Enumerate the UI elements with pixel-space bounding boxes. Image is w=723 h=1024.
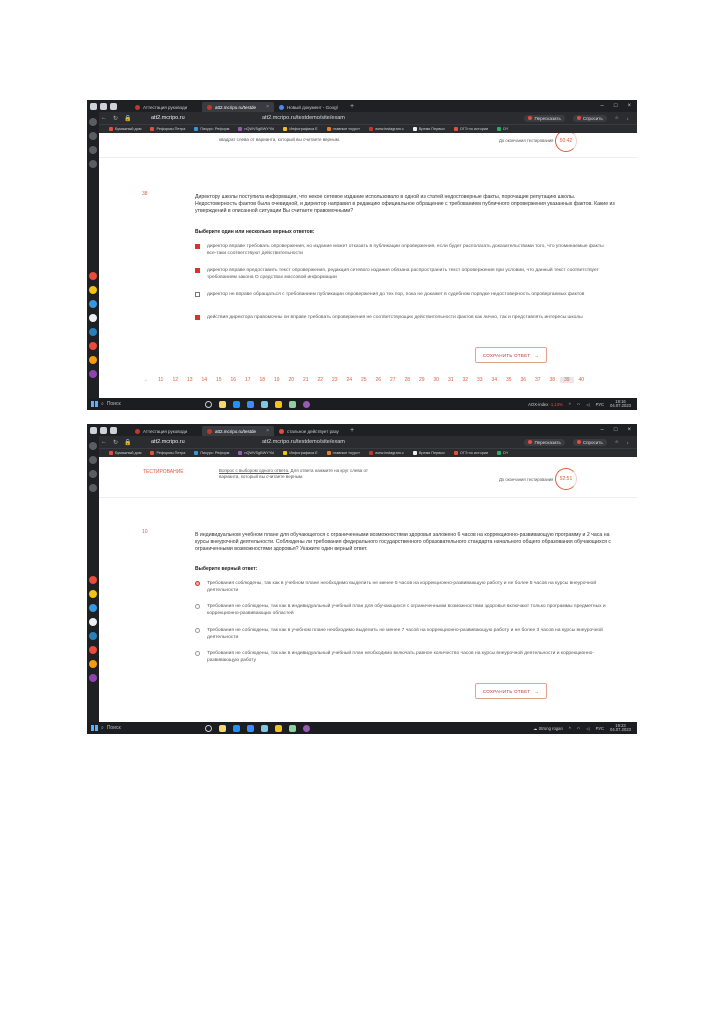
sidebar-app-icon[interactable] (89, 660, 97, 668)
back-icon[interactable]: ← (101, 114, 107, 121)
bookmark-icon (413, 127, 417, 131)
answer-option[interactable]: Требования не соблюдены, так как в учебном плане необходимо выделить не менее 7 часов на коррекционно-развивающую работу и не более 3 часов на курсы внеурочной деятельности (195, 627, 611, 641)
bookmark-item[interactable]: главные «курс» (327, 127, 360, 131)
question-text: Директору школы поступила информация, что некое сетевое издание использовало в одной из статей недостоверные факты, порочащие репутацию школы. Недостоверность фактов была очевидной, и директор направил в редакцию официальное обращение с требованием публичного опровержения указанных фактов. Какие из утверждений в описанной ситуации Вы считаете правомочными? (195, 194, 615, 214)
bookmarks-bar (87, 124, 637, 133)
bookmark-icon (369, 451, 373, 455)
pager-page-27[interactable]: 27 (389, 377, 396, 383)
sidebar-app-icon[interactable] (89, 590, 97, 598)
sidebar-notes-icon[interactable] (89, 484, 97, 492)
sidebar-app-icon[interactable] (89, 618, 97, 626)
sidebar-app-icon[interactable] (89, 272, 97, 280)
sidebar-app-icon[interactable] (89, 604, 97, 612)
question-number: 10 (142, 529, 148, 535)
close-tab-icon[interactable]: × (266, 428, 269, 434)
arrow-right-icon: → (534, 352, 540, 358)
answer-option[interactable]: директор вправе требовать опровержения, но издание может отказать в публикации опровержения, если будет располагать доказательствами того, что упоминаемые факты все-таки соответствуют действительности (195, 243, 611, 257)
maximize-icon[interactable]: □ (613, 427, 618, 433)
new-tab-button[interactable]: + (350, 426, 355, 434)
clock[interactable]: 19:23 04.07.2023 (610, 722, 631, 732)
answer-instruction: Выберите верный ответ: (195, 566, 258, 572)
sidebar-app-icon[interactable] (89, 300, 97, 308)
url-field[interactable]: att2.mcripo.ru (151, 115, 185, 121)
radio-button[interactable] (195, 628, 200, 633)
ask-button[interactable]: Спросить (573, 439, 607, 446)
bookmark-icon[interactable]: ☆ (614, 115, 619, 120)
download-icon[interactable]: ↓ (626, 439, 629, 445)
bookmark-icon (497, 127, 501, 131)
radio-button[interactable] (195, 604, 200, 609)
divider (99, 497, 637, 498)
tab-attestation[interactable]: Аттестация руководи (130, 102, 202, 112)
translate-icon (528, 116, 532, 120)
translate-icon (528, 440, 532, 444)
pager-page-12[interactable]: 12 (172, 377, 179, 383)
search-favicon-icon (279, 429, 284, 434)
timer-label: До окончания тестирования (499, 138, 554, 143)
tray-widget[interactable]: AOX-index -1,13% (528, 401, 563, 407)
yandex-browser-icon[interactable] (303, 725, 310, 732)
explorer-icon[interactable] (219, 401, 226, 408)
pager-page-30[interactable]: 30 (433, 377, 440, 383)
edge-icon[interactable] (233, 725, 240, 732)
tab-exam[interactable]: att2.mcripo.ru/testde × (202, 426, 274, 436)
sidebar-app-icon[interactable] (89, 328, 97, 336)
edge-icon[interactable] (233, 401, 240, 408)
wifi-icon[interactable]: ◠ (576, 725, 581, 731)
bookmark-item[interactable]: www.instagram.c (369, 451, 404, 455)
url-field[interactable]: att2.mcripo.ru (151, 439, 185, 445)
browser-actions (524, 439, 637, 446)
sidebar-app-icon[interactable] (89, 314, 97, 322)
screenshot-2 (87, 424, 637, 734)
bookmarks-bar (87, 448, 637, 457)
pager-page-28[interactable]: 28 (404, 377, 411, 383)
browser-tab-bar (87, 424, 637, 436)
pager-page-13[interactable]: 13 (186, 377, 193, 383)
bookmark-icon (497, 451, 501, 455)
pager-page-15[interactable]: 15 (215, 377, 222, 383)
pager-page-35[interactable]: 35 (505, 377, 512, 383)
address-bar (87, 436, 637, 448)
profile-icon[interactable] (90, 427, 97, 434)
clock[interactable]: 19:16 04.07.2023 (610, 398, 631, 408)
sidebar-downloads-icon[interactable] (89, 146, 97, 154)
bookmark-item[interactable]: nQWVSgBWYYkI (238, 127, 274, 131)
bookmark-icon (238, 451, 242, 455)
pager-page-38[interactable]: 38 (549, 377, 556, 383)
translate-button[interactable]: Пересказать (524, 439, 564, 446)
pager-page-39[interactable]: 39 (560, 377, 575, 383)
yandex-browser-icon[interactable] (303, 401, 310, 408)
bookmark-item[interactable]: Пикурс: Реформ (194, 451, 229, 455)
sidebar-downloads-icon[interactable] (89, 470, 97, 478)
bookmark-item[interactable]: ОГЭ по истории (454, 451, 488, 455)
pager-page-22[interactable]: 22 (317, 377, 324, 383)
bookmark-item[interactable]: Инфографика E (283, 127, 317, 131)
answer-instruction: Выберите один или несколько верных ответов: (195, 229, 315, 235)
question-pager (139, 377, 589, 383)
bookmark-icon (150, 451, 154, 455)
answer-option[interactable]: Требования не соблюдены, так как в индивидуальный учебный план необходимо включать равное количество часов на курсы внеурочной деятельности и коррекционно-развивающую работу (195, 650, 611, 664)
browser-actions (524, 115, 637, 122)
ask-icon (577, 116, 581, 120)
bookmark-item[interactable]: nQWVSgBWYYkI (238, 451, 274, 455)
brand-label: ТЕСТИРОВАНИЕ (143, 469, 184, 475)
browser-tab-bar (87, 100, 637, 112)
lock-icon: 🔒 (124, 439, 132, 446)
translate-button[interactable]: Пересказать (524, 115, 564, 122)
taskbar-apps (205, 401, 310, 408)
close-tab-icon[interactable]: × (266, 104, 269, 110)
bookmark-item[interactable]: Бумажный дом (109, 451, 141, 455)
wifi-icon[interactable]: ◠ (576, 401, 581, 407)
bookmark-icon[interactable]: ☆ (614, 439, 619, 444)
site-favicon-icon (207, 105, 212, 110)
sidebar-app-icon[interactable] (89, 370, 97, 378)
sidebar-app-icon[interactable] (89, 674, 97, 682)
app-icon[interactable] (275, 725, 282, 732)
bookmark-icon (194, 451, 198, 455)
sidebar-app-icon[interactable] (89, 632, 97, 640)
windows-start-icon[interactable] (91, 401, 97, 407)
search-icon: ⌕ (101, 725, 104, 731)
task-view-icon[interactable] (205, 401, 212, 408)
bookmark-icon (109, 451, 113, 455)
bookmark-icon (454, 451, 458, 455)
search-icon: ⌕ (101, 401, 104, 407)
docs-favicon-icon (279, 105, 284, 110)
tray-chevron-icon[interactable]: ^ (568, 401, 571, 407)
bookmark-icon (109, 127, 113, 131)
save-answer-button[interactable]: СОХРАНИТЬ ОТВЕТ → (475, 683, 547, 699)
tabs-icon[interactable] (110, 427, 117, 434)
volume-icon[interactable]: ◁ (586, 725, 590, 731)
pager-page-18[interactable]: 18 (259, 377, 266, 383)
explorer-icon[interactable] (219, 725, 226, 732)
sidebar-app-icon[interactable] (89, 576, 97, 584)
windows-taskbar (87, 398, 637, 410)
site-favicon-icon (135, 429, 140, 434)
pager-page-36[interactable]: 36 (520, 377, 527, 383)
ask-icon (577, 440, 581, 444)
bookmark-item[interactable]: Пикурс: Реформ (194, 127, 229, 131)
windows-start-icon[interactable] (91, 725, 97, 731)
divider (99, 157, 637, 158)
new-tab-button[interactable]: + (350, 102, 355, 110)
timer: 50:42 (555, 133, 577, 152)
radio-button[interactable] (195, 581, 200, 586)
bookmark-item[interactable]: Реформы Петра (150, 127, 185, 131)
site-favicon-icon (207, 429, 212, 434)
timer: 52:51 (555, 468, 577, 490)
pager-page-40[interactable]: 40 (578, 377, 585, 383)
question-hint: квадрат слева от варианта, который вы считаете верным. (219, 137, 341, 142)
browser-sidebar (87, 436, 99, 722)
download-icon[interactable]: ↓ (626, 115, 629, 121)
taskbar-search[interactable]: ⌕ Поиск (101, 725, 121, 731)
bookmark-item[interactable]: ОГЭ по истории (454, 127, 488, 131)
bookmark-icon (238, 127, 242, 131)
language-indicator[interactable]: РУС (595, 725, 605, 731)
checkbox[interactable] (195, 268, 200, 273)
tab-attestation[interactable]: Аттестация руководи (130, 426, 202, 436)
language-indicator[interactable]: РУС (595, 401, 605, 407)
pager-page-33[interactable]: 33 (476, 377, 483, 383)
pager-page-31[interactable]: 31 (447, 377, 454, 383)
bookmark-item[interactable]: DY (497, 127, 508, 131)
pager-page-24[interactable]: 24 (346, 377, 353, 383)
question-number: 38 (142, 191, 148, 197)
weather-icon: ☁ (533, 725, 538, 731)
pager-page-29[interactable]: 29 (418, 377, 425, 383)
tab-search[interactable]: стальное действует разу (274, 426, 346, 436)
browser-menu-icons (87, 103, 130, 110)
pager-page-11[interactable]: 11 (158, 377, 164, 383)
minimize-icon[interactable]: – (600, 103, 604, 109)
screenshot-1 (87, 100, 637, 410)
tabs-icon[interactable] (110, 103, 117, 110)
sidebar-app-icon[interactable] (89, 342, 97, 350)
sidebar-bookmarks-icon[interactable] (89, 456, 97, 464)
pager-page-37[interactable]: 37 (534, 377, 541, 383)
tab-google-doc[interactable]: Новый документ - Googl (274, 102, 346, 112)
bookmark-item[interactable]: Инфографика E (283, 451, 317, 455)
app-icon[interactable] (261, 725, 268, 732)
sidebar-history-icon[interactable] (89, 118, 97, 126)
bookmark-icon (327, 127, 331, 131)
tab-exam[interactable]: att2.mcripo.ru/testde × (202, 102, 274, 112)
answer-option[interactable]: директор вправе предоставить текст опровержения, редакция сетевого издания обязана распространить текст опровержения при условии, что данный текст соответствует требованиям закона О средствах массовой информации (195, 267, 611, 281)
pager-page-19[interactable]: 19 (273, 377, 280, 383)
bookmark-icon (454, 127, 458, 131)
app-icon[interactable] (261, 401, 268, 408)
task-view-icon[interactable] (205, 725, 212, 732)
sidebar-notes-icon[interactable] (89, 160, 97, 168)
pager-page-17[interactable]: 17 (244, 377, 251, 383)
pager-page-14[interactable]: 14 (201, 377, 208, 383)
taskbar-search[interactable]: ⌕ Поиск (101, 401, 121, 407)
app-icon[interactable] (289, 401, 296, 408)
question-hint: Вопрос с выбором одного ответа. Для ответа нажмите на круг слева от варианта, который вы считаете верным. (219, 468, 368, 479)
profile-icon[interactable] (90, 103, 97, 110)
bookmark-item[interactable]: главные «курс» (327, 451, 360, 455)
reload-icon[interactable]: ↻ (113, 439, 119, 446)
exam-page (99, 133, 637, 398)
bookmark-icon (413, 451, 417, 455)
exam-page (99, 457, 637, 722)
checkbox[interactable] (195, 292, 200, 297)
bookmark-icon (283, 451, 287, 455)
bookmark-item[interactable]: Время Первых (413, 451, 445, 455)
ask-button[interactable]: Спросить (573, 115, 607, 122)
window-controls (601, 103, 637, 109)
bookmark-item[interactable]: DY (497, 451, 508, 455)
bookmark-icon (150, 127, 154, 131)
reload-icon[interactable]: ↻ (113, 115, 119, 122)
sidebar-app-icon[interactable] (89, 646, 97, 654)
weather-widget[interactable]: ☁ Strong rogan (533, 725, 563, 731)
volume-icon[interactable]: ◁ (586, 401, 590, 407)
window-controls (601, 427, 637, 433)
bookmark-icon (283, 127, 287, 131)
bookmark-item[interactable]: Реформы Петра (150, 451, 185, 455)
answer-option[interactable]: директор не вправе обращаться с требованием публикации опровержения до тех пор, пока не докажет в судебном порядке недостоверность опровергаемых фактов (195, 291, 611, 298)
menu-icon[interactable] (100, 103, 107, 110)
app-icon[interactable] (289, 725, 296, 732)
bookmark-item[interactable]: www.instagram.c (369, 127, 404, 131)
sidebar-history-icon[interactable] (89, 442, 97, 450)
menu-icon[interactable] (100, 427, 107, 434)
bookmark-icon (369, 127, 373, 131)
tray-chevron-icon[interactable]: ^ (568, 725, 571, 731)
system-tray (533, 724, 637, 733)
answer-option[interactable]: Требования соблюдены, так как в учебном плане необходимо выделить не менее 5 часов на коррекционно-развивающую работу и не более 5 часов на курсы внеурочной деятельности (195, 580, 611, 594)
close-window-icon[interactable]: × (627, 103, 631, 109)
checkbox[interactable] (195, 244, 200, 249)
maximize-icon[interactable]: □ (613, 103, 618, 109)
system-tray (528, 400, 637, 409)
page-title: att2.mcripo.ru/testdemo/site/exam (262, 439, 345, 445)
close-window-icon[interactable]: × (627, 427, 631, 433)
browser-menu-icons (87, 427, 130, 434)
app-icon[interactable] (275, 401, 282, 408)
minimize-icon[interactable]: – (600, 427, 604, 433)
page-title: att2.mcripo.ru/testdemo/site/exam (262, 115, 345, 121)
pager-page-20[interactable]: 20 (288, 377, 295, 383)
answer-option[interactable]: действия директора правомочны он вправе требовать опровержения не соответствующих действительности фактов как лично, так и представлять интересы школы (195, 314, 611, 321)
bookmark-icon (194, 127, 198, 131)
sidebar-app-icon[interactable] (89, 286, 97, 294)
arrow-right-icon: → (534, 688, 540, 694)
taskbar-apps (205, 725, 310, 732)
answer-option[interactable]: Требования не соблюдены, так как в индивидуальный учебный план для обучающихся с ограниченными возможностями здоровья включают только программы предметных и коррекционно-развивающих областей (195, 603, 611, 617)
lock-icon: 🔒 (124, 115, 132, 122)
sidebar-bookmarks-icon[interactable] (89, 132, 97, 140)
store-icon[interactable] (247, 725, 254, 732)
site-favicon-icon (135, 105, 140, 110)
pager-page-25[interactable]: 25 (360, 377, 367, 383)
pager-page-16[interactable]: 16 (230, 377, 237, 383)
save-answer-button[interactable]: СОХРАНИТЬ ОТВЕТ → (475, 347, 547, 363)
windows-taskbar (87, 722, 637, 734)
question-text: В индивидуальном учебном плане для обучающегося с ограниченными возможностями здоровья заложено 6 часов на коррекционно-развивающую программу и 2 часа на курсы внеурочной деятельности. Соблюдены ли требования федерального государственного образовательного стандарта начального общего образования обучающихся с ограниченными возможностями здоровья? Укажите один верный ответ. (195, 532, 612, 552)
checkbox[interactable] (195, 315, 200, 320)
bookmark-icon (327, 451, 331, 455)
pager-page-26[interactable]: 26 (375, 377, 382, 383)
radio-button[interactable] (195, 651, 200, 656)
browser-sidebar (87, 112, 99, 398)
pager-prev-button[interactable]: ← (143, 377, 149, 383)
pager-page-34[interactable]: 34 (491, 377, 498, 383)
store-icon[interactable] (247, 401, 254, 408)
pager-page-32[interactable]: 32 (462, 377, 469, 383)
bookmark-item[interactable]: Время Первых (413, 127, 445, 131)
bookmark-item[interactable]: Бумажный дом (109, 127, 141, 131)
address-bar (87, 112, 637, 124)
pager-page-23[interactable]: 23 (331, 377, 338, 383)
timer-label: До окончания тестирования (499, 477, 554, 482)
pager-page-21[interactable]: 21 (302, 377, 309, 383)
sidebar-app-icon[interactable] (89, 356, 97, 364)
back-icon[interactable]: ← (101, 438, 107, 445)
